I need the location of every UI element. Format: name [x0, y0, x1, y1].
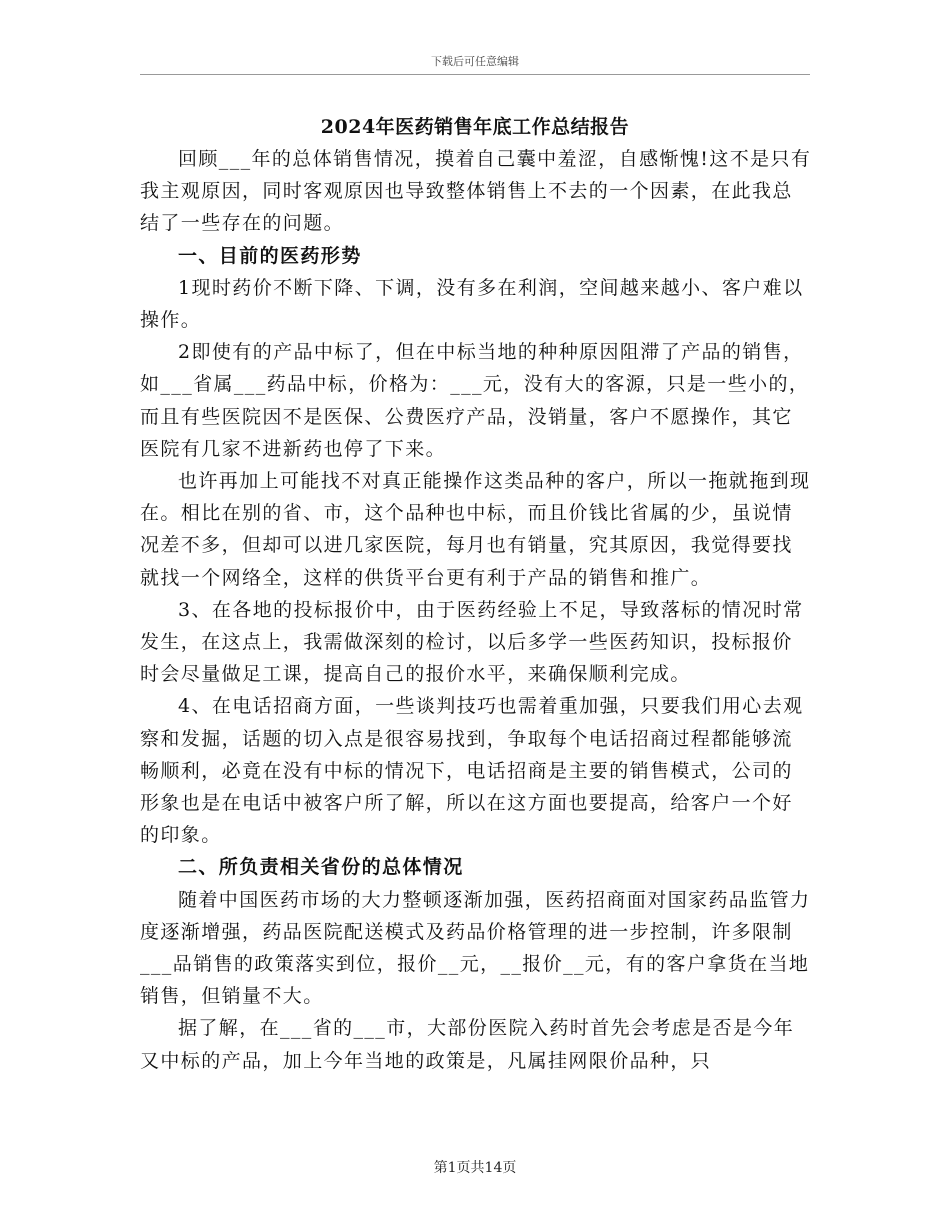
paragraph: 据了解，在___省的___市，大部份医院入药时首先会考虑是否是今年又中标的产品，加上今年当地的政策是，凡属挂网限价品种，只 [140, 1017, 795, 1072]
document-title: 2024年医药销售年底工作总结报告 [320, 116, 630, 138]
paragraph: 4、在电话招商方面，一些谈判技巧也需着重加强，只要我们用心去观察和发掘，话题的切入点是很容易找到，争取每个电话招商过程都能够流畅顺利，必竟在没有中标的情况下，电话招商是主要的销售模式，公司的形象也是在电话中被客户所了解，所以在这方面也要提高，给客户一个好的印象。 [140, 695, 804, 847]
section-heading: 一、目前的医药形势 [178, 244, 362, 267]
paragraph: 2即使有的产品中标了，但在中标当地的种种原因阻滞了产品的销售，如___省属___药品中标，价格为：___元，没有大的客源，只是一些小的，而且有些医院因不是医保、公费医疗产品，没销量，客户不愿操作，其它医院有几家不进新药也停了下来。 [140, 341, 810, 460]
paragraph: 随着中国医药市场的大力整顿逐渐加强，医药招商面对国家药品监管力度逐渐增强，药品医院配送模式及药品价格管理的进一步控制，许多限制___品销售的政策落实到位，报价__元，__报价__元，有的客户拿货在当地销售，但销量不大。 [140, 888, 811, 1008]
section-heading: 二、所负责相关省份的总体情况 [178, 856, 464, 879]
paragraph: 也许再加上可能找不对真正能操作这类品种的客户，所以一拖就拖到现在。相比在别的省、市，这个品种也中标，而且价钱比省属的少，虽说情况差不多，但却可以进几家医院，每月也有销量，究其原因，我觉得要找就找一个网络全，这样的供货平台更有利于产品的销售和推广。 [140, 470, 811, 589]
paragraph: 回顾___年的总体销售情况，摸着自己囊中羞涩，自感惭愧!这不是只有我主观原因，同时客观原因也导致整体销售上不去的一个因素，在此我总结了一些存在的问题。 [140, 148, 812, 235]
header-divider [140, 74, 810, 75]
paragraph: 3、在各地的投标报价中，由于医药经验上不足，导致落标的情况时常发生，在这点上，我需做深刻的检讨，以后多学一些医药知识，投标报价时会尽量做足工课，提高自己的报价水平，来确保顺利完成。 [140, 598, 804, 686]
page-header: 下载后可任意编辑 [431, 55, 519, 68]
document-body [140, 143, 812, 1077]
page-footer: 第1页共14页 [433, 1160, 517, 1176]
paragraph: 1现时药价不断下降、下调，没有多在利润，空间越来越小、客户难以操作。 [140, 276, 804, 332]
